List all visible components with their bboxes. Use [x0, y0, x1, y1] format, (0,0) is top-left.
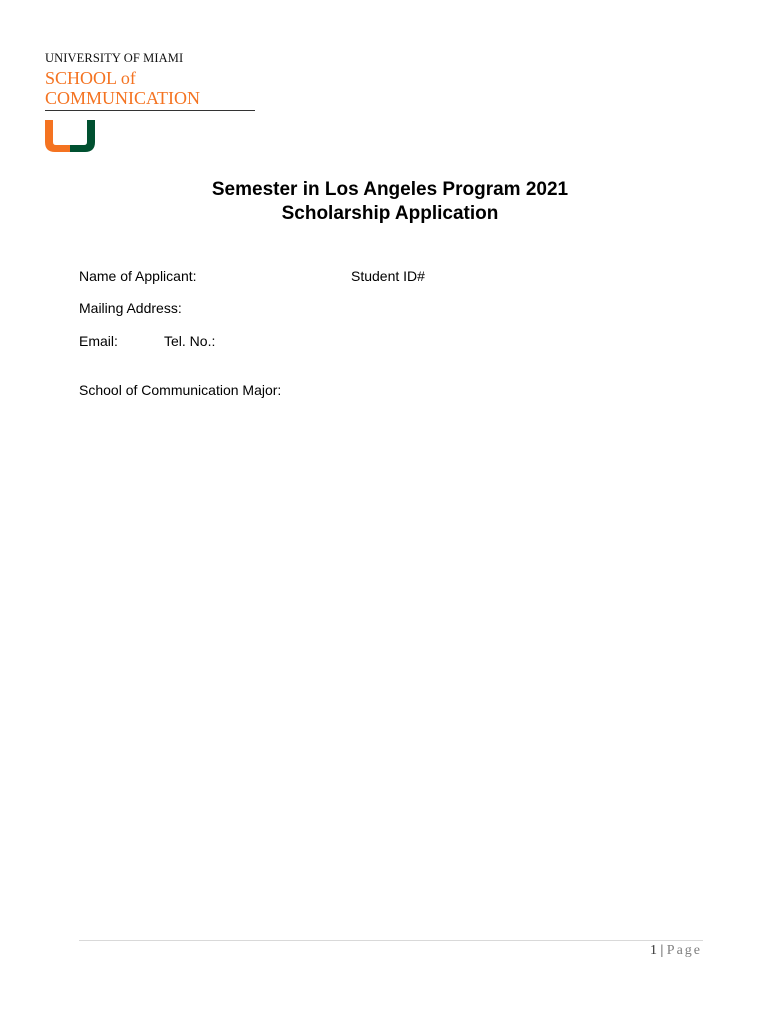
footer-divider — [79, 940, 703, 941]
page-separator: | — [660, 943, 664, 958]
page-number: 1 — [649, 943, 657, 958]
title-line-2: Scholarship Application — [281, 203, 499, 224]
school-name-line-1: SCHOOL of — [45, 68, 136, 88]
student-id-label: Student ID# — [351, 268, 425, 284]
u-logo-orange-half — [45, 120, 70, 152]
document-title — [0, 178, 770, 226]
page-word: Page — [666, 943, 702, 958]
letterhead — [45, 50, 257, 111]
u-logo-icon — [45, 120, 95, 152]
name-of-applicant-label: Name of Applicant: — [79, 268, 197, 284]
university-name: UNIVERSITY OF MIAMI — [45, 51, 184, 65]
major-label: School of Communication Major: — [79, 382, 282, 398]
school-name-line-2: COMMUNICATION — [45, 88, 201, 108]
email-label: Email: — [79, 333, 118, 349]
u-logo-green-half — [70, 120, 95, 152]
tel-no-label: Tel. No.: — [164, 333, 216, 349]
page-footer — [650, 942, 702, 960]
letterhead-divider — [45, 110, 255, 111]
mailing-address-label: Mailing Address: — [79, 300, 182, 316]
title-line-1: Semester in Los Angeles Program 2021 — [211, 179, 569, 200]
